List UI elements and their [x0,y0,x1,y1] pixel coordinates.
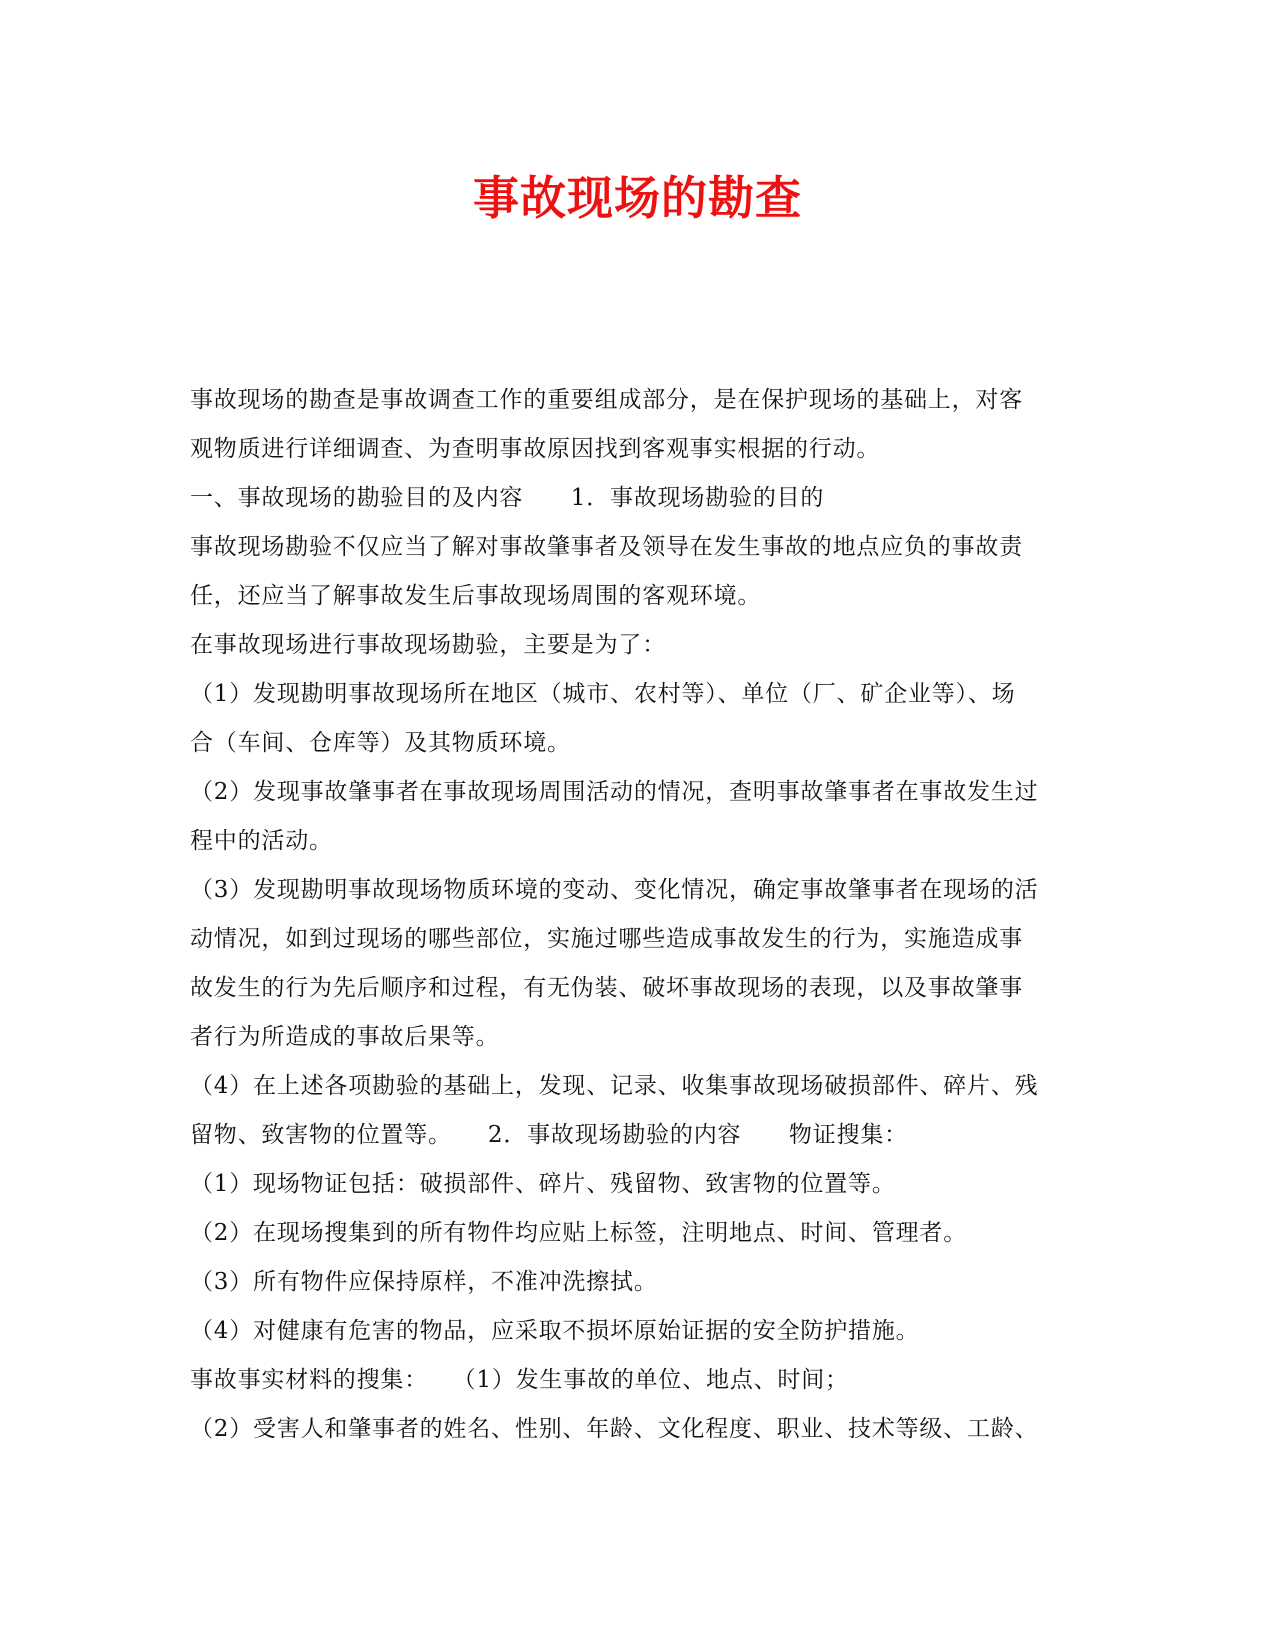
text-line: 在事故现场进行事故现场勘验，主要是为了： [190,632,666,658]
list-item: （4）对健康有危害的物品，应采取不损坏原始证据的安全防护措施。 [190,1318,920,1344]
document-title: 事故现场的勘查 [473,171,802,225]
list-item: （2）发现事故肇事者在事故现场周围活动的情况，查明事故肇事者在事故发生过 [190,779,1039,805]
list-item: 留物、致害物的位置等。 2．事故现场勘验的内容 物证搜集： [190,1122,908,1148]
text-line: 观物质进行详细调查、为查明事故原因找到客观事实根据的行动。 [190,436,881,462]
list-item: 合（车间、仓库等）及其物质环境。 [190,730,571,756]
list-item: （1）发现勘明事故现场所在地区（城市、农村等）、单位（厂、矿企业等）、场 [190,681,1016,707]
list-item: 动情况，如到过现场的哪些部位，实施过哪些造成事故发生的行为，实施造成事 [190,926,1023,952]
list-item: （1）现场物证包括：破损部件、碎片、残留物、致害物的位置等。 [190,1171,896,1197]
document-body [190,376,1090,1454]
list-item: （4）在上述各项勘验的基础上，发现、记录、收集事故现场破损部件、碎片、残 [190,1073,1039,1099]
list-item: （2）受害人和肇事者的姓名、性别、年龄、文化程度、职业、技术等级、工龄、 [190,1416,1039,1442]
list-item: 程中的活动。 [190,828,333,854]
list-item: 故发生的行为先后顺序和过程，有无伪装、破坏事故现场的表现，以及事故肇事 [190,975,1023,1001]
list-item: （2）在现场搜集到的所有物件均应贴上标签，注明地点、时间、管理者。 [190,1220,968,1246]
list-item: 事故事实材料的搜集： （1）发生事故的单位、地点、时间； [190,1367,849,1393]
text-line: 任，还应当了解事故发生后事故现场周围的客观环境。 [190,583,762,609]
text-line: 事故现场的勘查是事故调查工作的重要组成部分，是在保护现场的基础上，对客 [190,387,1023,413]
list-item: 者行为所造成的事故后果等。 [190,1024,500,1050]
text-line: 事故现场勘验不仅应当了解对事故肇事者及领导在发生事故的地点应负的事故责 [190,534,1023,560]
section-heading: 一、事故现场的勘验目的及内容 1．事故现场勘验的目的 [190,485,825,511]
list-item: （3）所有物件应保持原样，不准冲洗擦拭。 [190,1269,658,1295]
list-item: （3）发现勘明事故现场物质环境的变动、变化情况，确定事故肇事者在现场的活 [190,877,1039,903]
